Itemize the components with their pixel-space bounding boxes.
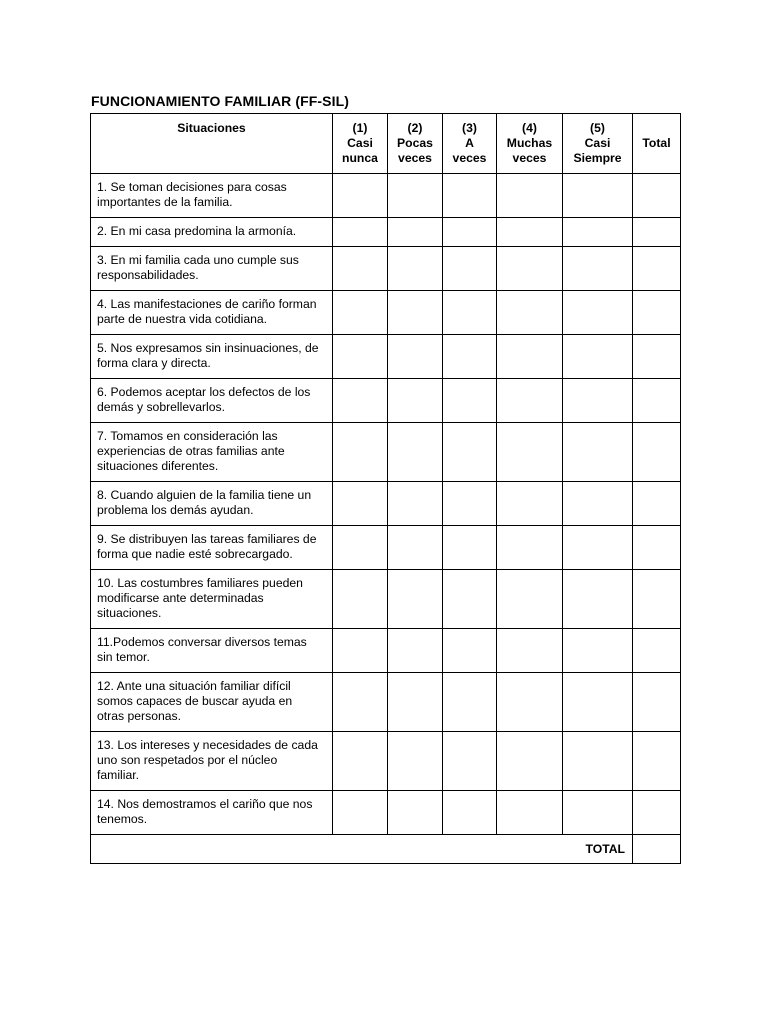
answer-cell-option-3[interactable] <box>443 526 497 570</box>
answer-cell-option-1[interactable] <box>333 629 388 673</box>
row-total-cell[interactable] <box>633 218 681 247</box>
situation-text <box>91 629 333 673</box>
answer-cell-option-3[interactable] <box>443 423 497 482</box>
situation-text <box>91 732 333 791</box>
answer-cell-option-5[interactable] <box>563 335 633 379</box>
situation-line: 3. En mi familia cada uno cumple sus <box>97 253 299 267</box>
answer-cell-option-5[interactable] <box>563 379 633 423</box>
situation-line: familiar. <box>97 768 139 782</box>
table-row <box>91 335 681 379</box>
situation-line: 7. Tomamos en consideración las <box>97 429 278 443</box>
situation-line: forma clara y directa. <box>97 356 211 370</box>
row-total-cell[interactable] <box>633 174 681 218</box>
row-total-cell[interactable] <box>633 732 681 791</box>
answer-cell-option-3[interactable] <box>443 482 497 526</box>
situation-line: uno son respetados por el núcleo <box>97 753 278 767</box>
situation-text <box>91 791 333 835</box>
table-row <box>91 732 681 791</box>
answer-cell-option-1[interactable] <box>333 570 388 629</box>
situation-line: modificarse ante determinadas <box>97 591 264 605</box>
situation-line: situaciones diferentes. <box>97 459 219 473</box>
answer-cell-option-3[interactable] <box>443 379 497 423</box>
row-total-cell[interactable] <box>633 673 681 732</box>
situation-line: responsabilidades. <box>97 268 199 282</box>
answer-cell-option-4[interactable] <box>497 791 563 835</box>
total-row <box>91 835 681 864</box>
answer-cell-option-2[interactable] <box>388 218 443 247</box>
answer-cell-option-3[interactable] <box>443 732 497 791</box>
answer-cell-option-5[interactable] <box>563 482 633 526</box>
answer-cell-option-3[interactable] <box>443 218 497 247</box>
answer-cell-option-3[interactable] <box>443 791 497 835</box>
situation-line: 4. Las manifestaciones de cariño forman <box>97 297 317 311</box>
answer-cell-option-1[interactable] <box>333 791 388 835</box>
situation-line: 10. Las costumbres familiares pueden <box>97 576 303 590</box>
option-header-line1: Casi <box>584 136 611 150</box>
option-header-number: (1) <box>352 121 368 135</box>
answer-cell-option-1[interactable] <box>333 482 388 526</box>
option-header-2 <box>388 114 443 174</box>
answer-cell-option-1[interactable] <box>333 423 388 482</box>
option-header-line2: veces <box>452 151 487 165</box>
option-header-line1: Pocas <box>397 136 433 150</box>
answer-cell-option-1[interactable] <box>333 335 388 379</box>
situation-line: otras personas. <box>97 709 182 723</box>
ff-sil-table <box>90 113 681 864</box>
option-header-number: (4) <box>522 121 537 135</box>
row-total-cell[interactable] <box>633 482 681 526</box>
answer-cell-option-4[interactable] <box>497 423 563 482</box>
answer-cell-option-4[interactable] <box>497 570 563 629</box>
answer-cell-option-2[interactable] <box>388 732 443 791</box>
answer-cell-option-4[interactable] <box>497 335 563 379</box>
situation-line: somos capaces de buscar ayuda en <box>97 694 293 708</box>
table-row <box>91 247 681 291</box>
answer-cell-option-4[interactable] <box>497 673 563 732</box>
total-label: TOTAL <box>91 835 633 864</box>
situation-line: 6. Podemos aceptar los defectos de los <box>97 385 311 399</box>
situation-line: problema los demás ayudan. <box>97 503 254 517</box>
total-cell[interactable] <box>633 835 681 864</box>
situation-line: experiencias de otras familias ante <box>97 444 285 458</box>
answer-cell-option-2[interactable] <box>388 673 443 732</box>
table-row <box>91 291 681 335</box>
answer-cell-option-4[interactable] <box>497 291 563 335</box>
situation-line: 8. Cuando alguien de la familia tiene un <box>97 488 312 502</box>
answer-cell-option-4[interactable] <box>497 526 563 570</box>
answer-cell-option-3[interactable] <box>443 570 497 629</box>
table-row <box>91 423 681 482</box>
option-header-4 <box>497 114 563 174</box>
situation-line: 9. Se distribuyen las tareas familiares de <box>97 532 317 546</box>
situation-line: 2. En mi casa predomina la armonía. <box>97 224 297 238</box>
table-row <box>91 526 681 570</box>
answer-cell-option-2[interactable] <box>388 526 443 570</box>
answer-cell-option-2[interactable] <box>388 423 443 482</box>
answer-cell-option-2[interactable] <box>388 379 443 423</box>
table-row <box>91 570 681 629</box>
option-header-number: (3) <box>462 121 477 135</box>
situation-line: 5. Nos expresamos sin insinuaciones, de <box>97 341 319 355</box>
answer-cell-option-4[interactable] <box>497 247 563 291</box>
answer-cell-option-1[interactable] <box>333 218 388 247</box>
answer-cell-option-1[interactable] <box>333 174 388 218</box>
answer-cell-option-3[interactable] <box>443 629 497 673</box>
situation-line: demás y sobrellevarlos. <box>97 400 226 414</box>
answer-cell-option-1[interactable] <box>333 526 388 570</box>
situation-text <box>91 174 333 218</box>
situation-line: parte de nuestra vida cotidiana. <box>97 312 268 326</box>
situation-text <box>91 526 333 570</box>
survey-body <box>91 174 681 835</box>
page-title: FUNCIONAMIENTO FAMILIAR (FF-SIL) <box>91 93 350 109</box>
situation-line: tenemos. <box>97 812 148 826</box>
answer-cell-option-2[interactable] <box>388 482 443 526</box>
answer-cell-option-4[interactable] <box>497 732 563 791</box>
situation-line: sin temor. <box>97 650 150 664</box>
table-row <box>91 629 681 673</box>
situation-line: 12. Ante una situación familiar difícil <box>97 679 291 693</box>
option-header-5 <box>563 114 633 174</box>
answer-cell-option-5[interactable] <box>563 570 633 629</box>
situation-text <box>91 218 333 247</box>
option-header-line2: veces <box>398 151 432 165</box>
situation-line: situaciones. <box>97 606 162 620</box>
option-header-line2: veces <box>512 151 547 165</box>
situation-line: forma que nadie esté sobrecargado. <box>97 547 293 561</box>
answer-cell-option-4[interactable] <box>497 379 563 423</box>
answer-cell-option-1[interactable] <box>333 732 388 791</box>
answer-cell-option-3[interactable] <box>443 174 497 218</box>
answer-cell-option-5[interactable] <box>563 791 633 835</box>
table-row <box>91 791 681 835</box>
option-header-number: (5) <box>590 121 605 135</box>
option-header-line2: nunca <box>342 151 378 165</box>
answer-cell-option-2[interactable] <box>388 291 443 335</box>
answer-cell-option-2[interactable] <box>388 247 443 291</box>
situation-text <box>91 379 333 423</box>
answer-cell-option-4[interactable] <box>497 174 563 218</box>
header-row <box>91 114 681 174</box>
row-total-cell[interactable] <box>633 291 681 335</box>
situation-text <box>91 423 333 482</box>
answer-cell-option-3[interactable] <box>443 247 497 291</box>
row-total-cell[interactable] <box>633 335 681 379</box>
answer-cell-option-1[interactable] <box>333 247 388 291</box>
situation-text <box>91 291 333 335</box>
option-header-line2: Siempre <box>573 151 622 165</box>
answer-cell-option-5[interactable] <box>563 174 633 218</box>
situations-header: Situaciones <box>91 114 333 174</box>
option-header-3 <box>443 114 497 174</box>
answer-cell-option-5[interactable] <box>563 732 633 791</box>
option-header-line1: Casi <box>347 136 373 150</box>
table-row <box>91 482 681 526</box>
answer-cell-option-3[interactable] <box>443 335 497 379</box>
situation-line: 1. Se toman decisiones para cosas <box>97 180 287 194</box>
total-header: Total <box>633 114 681 174</box>
answer-cell-option-5[interactable] <box>563 218 633 247</box>
answer-cell-option-5[interactable] <box>563 247 633 291</box>
answer-cell-option-5[interactable] <box>563 423 633 482</box>
row-total-cell[interactable] <box>633 526 681 570</box>
option-header-number: (2) <box>407 121 423 135</box>
answer-cell-option-1[interactable] <box>333 379 388 423</box>
answer-cell-option-1[interactable] <box>333 673 388 732</box>
row-total-cell[interactable] <box>633 570 681 629</box>
option-header-line1: A <box>465 136 474 150</box>
situation-text <box>91 570 333 629</box>
situation-text <box>91 482 333 526</box>
option-header-1 <box>333 114 388 174</box>
table-row <box>91 379 681 423</box>
row-total-cell[interactable] <box>633 247 681 291</box>
row-total-cell[interactable] <box>633 423 681 482</box>
answer-cell-option-5[interactable] <box>563 629 633 673</box>
situation-line: 14. Nos demostramos el cariño que nos <box>97 797 313 811</box>
answer-cell-option-2[interactable] <box>388 174 443 218</box>
answer-cell-option-4[interactable] <box>497 218 563 247</box>
situation-line: 13. Los intereses y necesidades de cada <box>97 738 318 752</box>
row-total-cell[interactable] <box>633 379 681 423</box>
situation-text <box>91 335 333 379</box>
answer-cell-option-5[interactable] <box>563 291 633 335</box>
row-total-cell[interactable] <box>633 791 681 835</box>
answer-cell-option-3[interactable] <box>443 673 497 732</box>
table-row <box>91 218 681 247</box>
table-row <box>91 174 681 218</box>
option-header-line1: Muchas <box>506 136 553 150</box>
answer-cell-option-2[interactable] <box>388 335 443 379</box>
answer-cell-option-4[interactable] <box>497 629 563 673</box>
answer-cell-option-2[interactable] <box>388 570 443 629</box>
situation-line: 11.Podemos conversar diversos temas <box>97 635 307 649</box>
answer-cell-option-1[interactable] <box>333 291 388 335</box>
table-row <box>91 673 681 732</box>
situation-text <box>91 673 333 732</box>
answer-cell-option-5[interactable] <box>563 673 633 732</box>
row-total-cell[interactable] <box>633 629 681 673</box>
situation-line: importantes de la familia. <box>97 195 233 209</box>
answer-cell-option-2[interactable] <box>388 629 443 673</box>
answer-cell-option-3[interactable] <box>443 291 497 335</box>
situation-text <box>91 247 333 291</box>
answer-cell-option-5[interactable] <box>563 526 633 570</box>
answer-cell-option-4[interactable] <box>497 482 563 526</box>
answer-cell-option-2[interactable] <box>388 791 443 835</box>
